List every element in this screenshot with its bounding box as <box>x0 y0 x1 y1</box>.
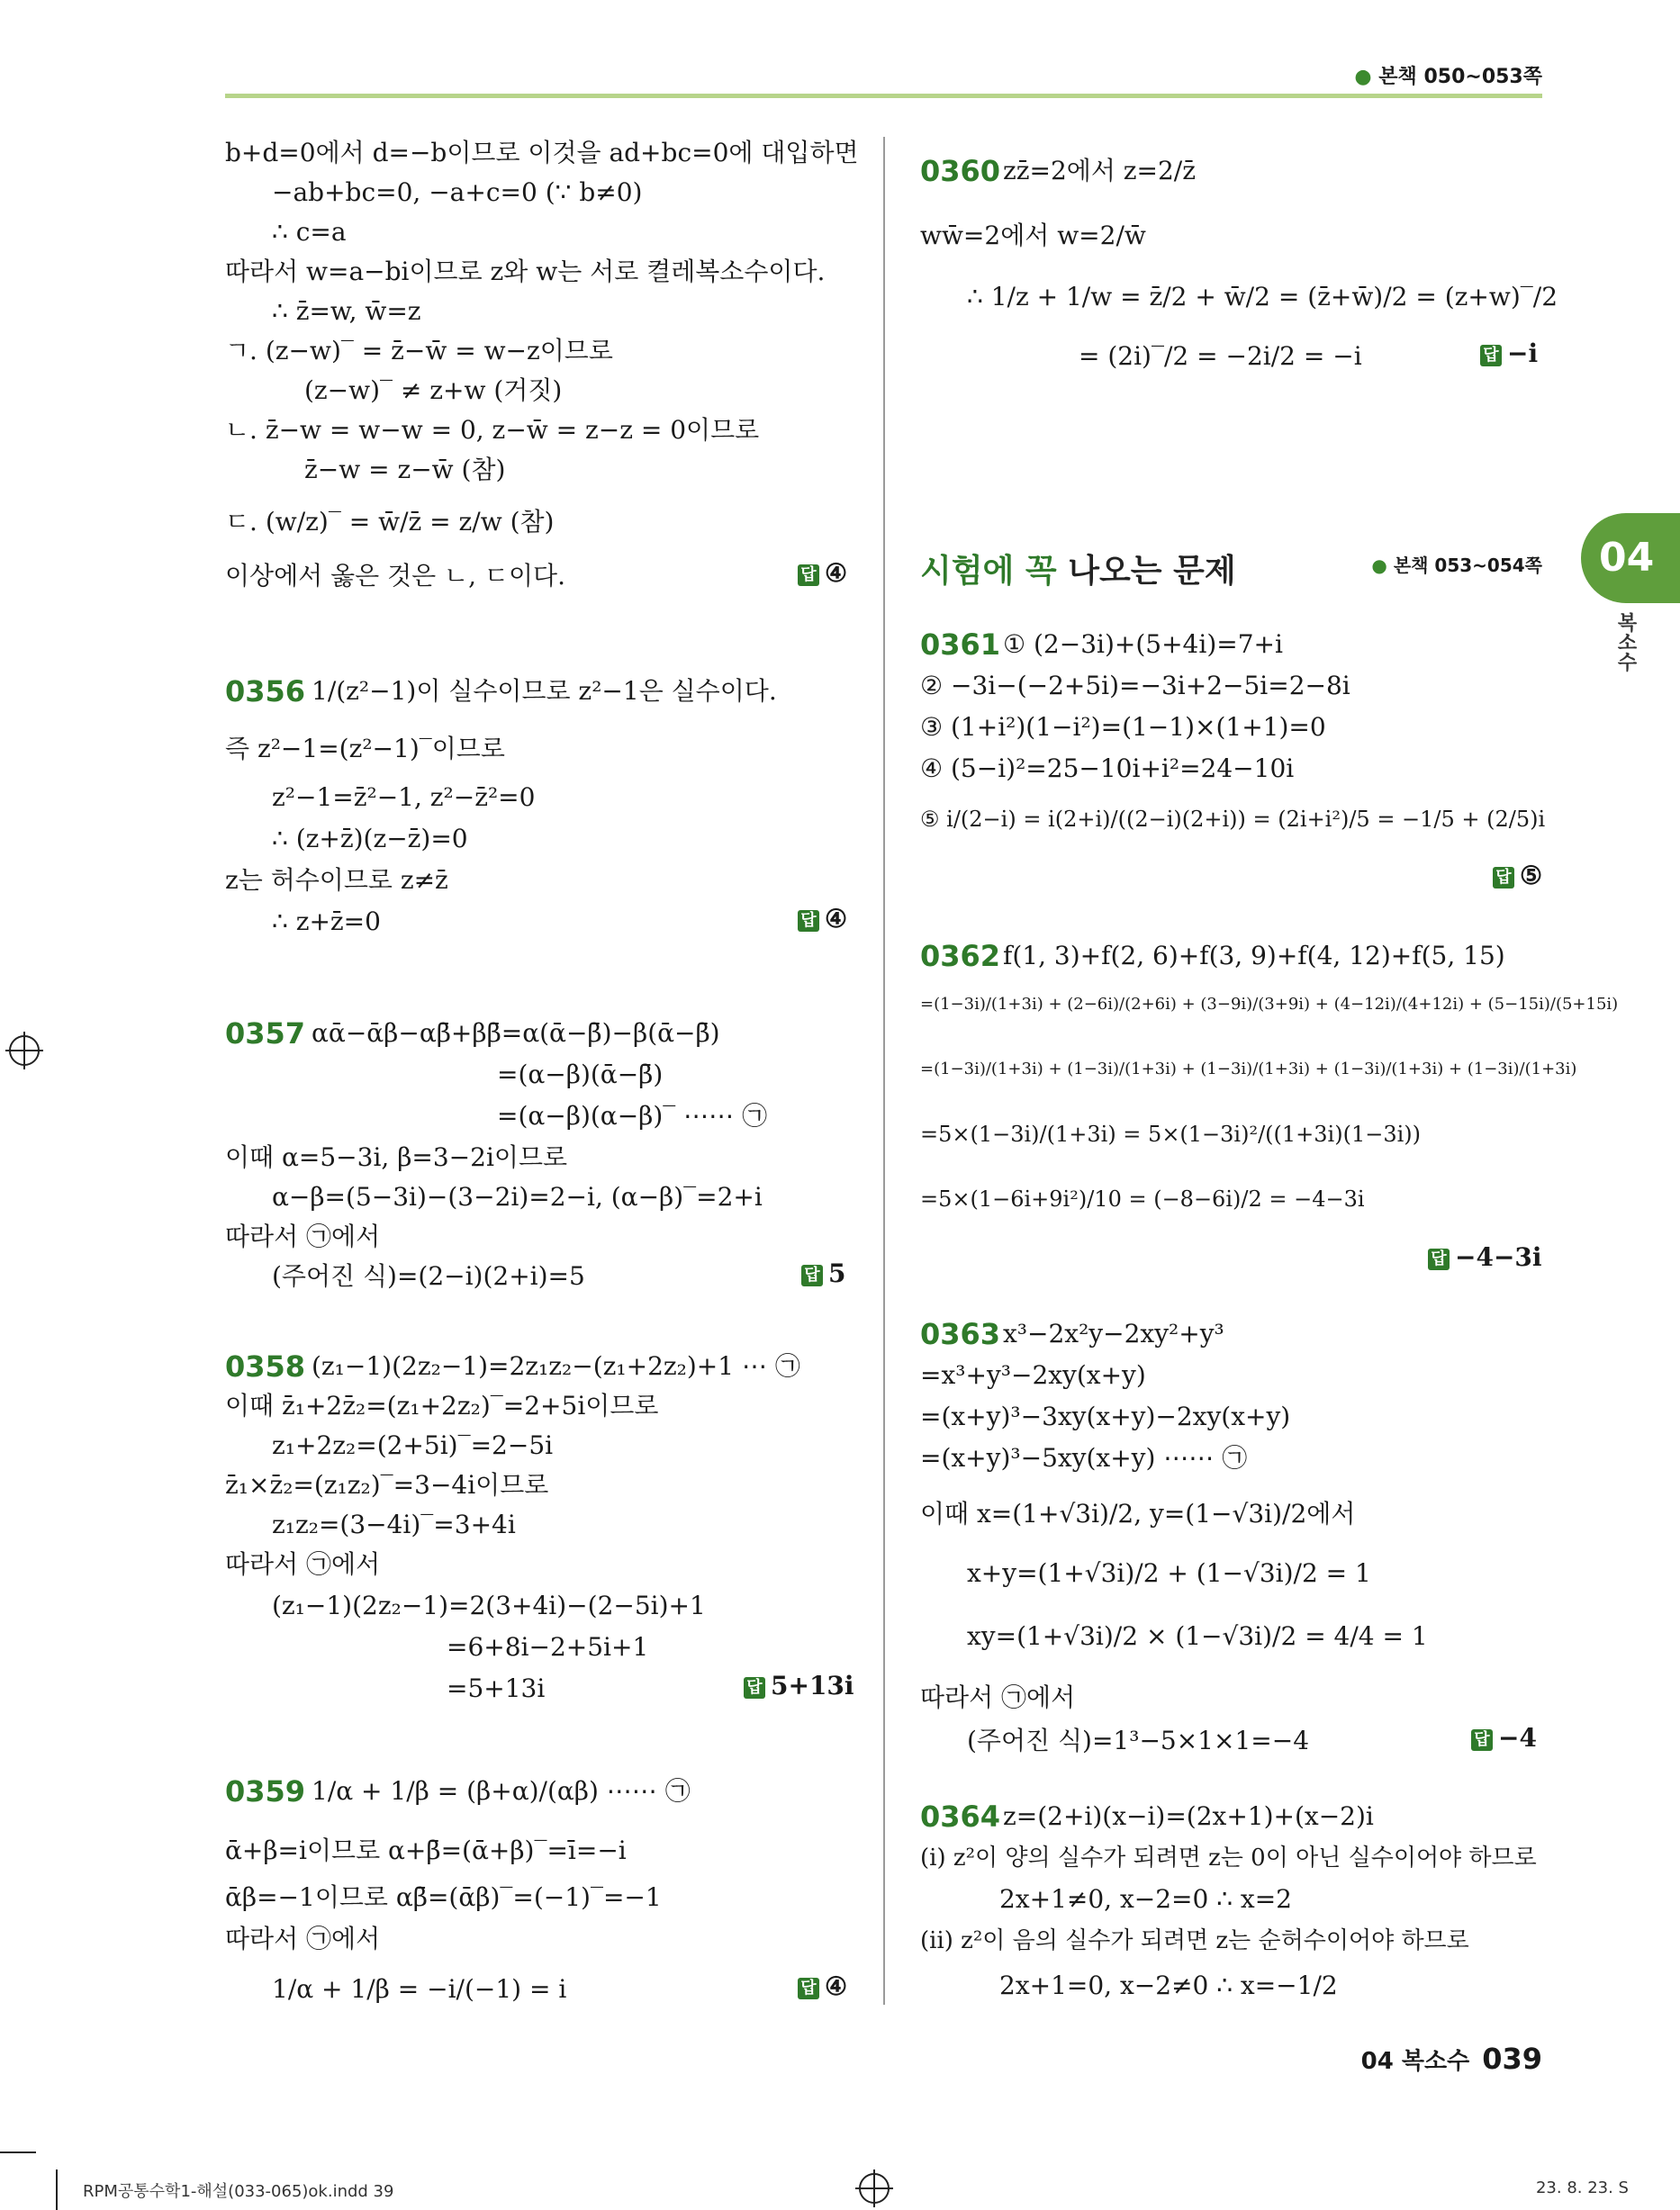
crop-mark <box>0 2151 36 2153</box>
answer-badge: 답 ④ <box>798 558 847 588</box>
section-title: 시험에 꼭 나오는 문제 <box>920 553 1236 590</box>
solution-line: ④ (5−i)²=25−10i+i²=24−10i <box>920 753 1295 783</box>
solution-line: =(α−β)(α−β)‾ ⋯⋯ ㉠ <box>497 1101 768 1131</box>
crop-mark <box>56 2169 58 2210</box>
answer-badge: 답 −4−3i <box>1428 1242 1542 1272</box>
solution-line: = (2i)‾/2 = −2i/2 = −i <box>1079 341 1362 371</box>
solution-line: ㄱ. (z−w)‾ = z̄−w̄ = w−z이므로 <box>225 336 613 365</box>
solution-line: z²−1=z̄²−1, z²−z̄²=0 <box>272 782 536 812</box>
answer-badge: 답 5+13i <box>744 1671 854 1700</box>
solution-line: z̄−w = z−w̄ (참) <box>304 455 506 484</box>
solution-line: ww̄=2에서 w=2/w̄ <box>920 221 1146 250</box>
answer-badge: 답 ④ <box>798 1971 847 2001</box>
problem-number: 0360 <box>920 154 1001 188</box>
problem-number: 0357 <box>225 1016 306 1051</box>
solution-line: 따라서 ㉠에서 <box>920 1682 1076 1712</box>
solution-line: =(x+y)³−5xy(x+y) ⋯⋯ ㉠ <box>920 1443 1248 1473</box>
registration-mark-icon <box>9 1035 40 1066</box>
solution-line: zz̄=2에서 z=2/z̄ <box>1003 156 1196 185</box>
solution-line: 1/α + 1/β = (β+α)/(αβ) ⋯⋯ ㉠ <box>312 1776 691 1806</box>
solution-line: 따라서 ㉠에서 <box>225 1924 381 1953</box>
problem-number: 0359 <box>225 1774 306 1809</box>
solution-line: =5+13i <box>447 1673 546 1703</box>
print-file-name: RPM공통수학1-해설(033-065)ok.indd 39 <box>83 2182 394 2201</box>
solution-line: (ⅰ) z²이 양의 실수가 되려면 z는 0이 아닌 실수이어야 하므로 <box>920 1845 1537 1872</box>
solution-line: (주어진 식)=1³−5×1×1=−4 <box>967 1726 1310 1755</box>
solution-line: ᾱ+β=i이므로 α+β̄=(ᾱ+β)‾=ī=−i <box>225 1836 627 1865</box>
problem-number: 0361 <box>920 627 1001 662</box>
solution-line: =(1−3i)/(1+3i) + (1−3i)/(1+3i) + (1−3i)/(1+3i) + (1−3i)/(1+3i) + (1−3i)/(1+3i) <box>920 1060 1577 1078</box>
solution-line: 이상에서 옳은 것은 ㄴ, ㄷ이다. <box>225 561 565 591</box>
answer-badge: 답 −4 <box>1471 1723 1537 1753</box>
solution-line: =(1−3i)/(1+3i) + (2−6i)/(2+6i) + (3−9i)/(3+9i) + (4−12i)/(4+12i) + (5−15i)/(5+15i) <box>920 995 1619 1014</box>
solution-line: α−β=(5−3i)−(3−2i)=2−i, (α−β)‾=2+i <box>272 1182 763 1212</box>
solution-line: z₁+2z₂=(2+5i)‾=2−5i <box>272 1430 554 1460</box>
registration-mark-icon <box>859 2173 890 2204</box>
print-date: 23. 8. 23. S <box>1535 2178 1629 2197</box>
solution-line: 이때 α=5−3i, β=3−2i이므로 <box>225 1142 568 1172</box>
answer-badge: 답 ④ <box>798 904 847 934</box>
solution-line: ᾱβ=−1이므로 αβ̄=(ᾱβ)‾=(−1)‾=−1 <box>225 1882 662 1912</box>
solution-line: (z₁−1)(2z₂−1)=2(3+4i)−(2−5i)+1 <box>272 1591 706 1620</box>
problem-number: 0358 <box>225 1349 306 1384</box>
solution-line: z는 허수이므로 z≠z̄ <box>225 865 448 895</box>
answer-badge: 답 5 <box>801 1258 845 1288</box>
answer-badge: 답 −i <box>1480 338 1538 368</box>
solution-line: z₁z₂=(3−4i)‾=3+4i <box>272 1510 516 1539</box>
solution-line: 따라서 w=a−bi이므로 z와 w는 서로 켤레복소수이다. <box>225 257 826 286</box>
chapter-tab: 04 <box>1581 513 1680 603</box>
chapter-tab-label: 복소수 <box>1614 612 1637 672</box>
solution-line: =(α−β)(ᾱ−β̄) <box>497 1060 664 1089</box>
solution-line: z̄₁×z̄₂=(z₁z₂)‾=3−4i이므로 <box>225 1470 549 1500</box>
solution-line: 2x+1≠0, x−2=0 ∴ x=2 <box>999 1884 1292 1914</box>
solution-line: =6+8i−2+5i+1 <box>447 1632 649 1662</box>
solution-line: =5×(1−3i)/(1+3i) = 5×(1−3i)²/((1+3i)(1−3i)) <box>920 1122 1422 1147</box>
problem-number: 0364 <box>920 1800 1001 1834</box>
solution-line: 즉 z²−1=(z²−1)‾이므로 <box>225 734 505 763</box>
section-page-reference: ● 본책 053~054쪽 <box>1371 555 1542 576</box>
solution-line: =(x+y)³−3xy(x+y)−2xy(x+y) <box>920 1402 1291 1431</box>
solution-line: b+d=0에서 d=−b이므로 이것을 ad+bc=0에 대입하면 <box>225 138 859 167</box>
solution-line: αᾱ−ᾱβ−αβ̄+ββ̄=α(ᾱ−β̄)−β(ᾱ−β̄) <box>312 1018 720 1048</box>
solution-line: ∴ z+z̄=0 <box>272 907 381 936</box>
solution-line: (z−w)‾ ≠ z+w (거짓) <box>304 375 563 405</box>
solution-line: (주어진 식)=(2−i)(2+i)=5 <box>272 1261 585 1291</box>
problem-number: 0356 <box>225 674 306 708</box>
solution-line: 따라서 ㉠에서 <box>225 1549 381 1579</box>
solution-line: ∴ c=a <box>272 217 347 247</box>
problem-number: 0362 <box>920 939 1001 973</box>
solution-line: ㄷ. (w/z)‾ = w̄/z̄ = z/w (참) <box>225 507 555 537</box>
solution-line: ㄴ. z̄−w = w−w = 0, z−w̄ = z−z = 0이므로 <box>225 415 760 445</box>
solution-line: z=(2+i)(x−i)=(2x+1)+(x−2)i <box>1003 1801 1374 1831</box>
solution-line: =x³+y³−2xy(x+y) <box>920 1360 1146 1390</box>
solution-line: 1/(z²−1)이 실수이므로 z²−1은 실수이다. <box>312 676 777 706</box>
solution-line: =5×(1−6i+9i²)/10 = (−8−6i)/2 = −4−3i <box>920 1186 1365 1212</box>
page-footer: 04 복소수 039 <box>1360 2042 1542 2076</box>
problem-number: 0363 <box>920 1317 1001 1351</box>
answer-badge: 답 ⑤ <box>1493 861 1542 890</box>
solution-line: 1/α + 1/β = −i/(−1) = i <box>272 1974 567 2004</box>
column-divider <box>883 137 885 2005</box>
solution-line: ③ (1+i²)(1−i²)=(1−1)×(1+1)=0 <box>920 712 1326 742</box>
solution-line: ∴ (z+z̄)(z−z̄)=0 <box>272 824 468 853</box>
solution-line: 2x+1=0, x−2≠0 ∴ x=−1/2 <box>999 1971 1338 2000</box>
solution-line: 이때 x=(1+√3i)/2, y=(1−√3i)/2에서 <box>920 1499 1356 1529</box>
solution-line: xy=(1+√3i)/2 × (1−√3i)/2 = 4/4 = 1 <box>967 1621 1428 1651</box>
solution-line: f(1, 3)+f(2, 6)+f(3, 9)+f(4, 12)+f(5, 15) <box>1003 941 1505 970</box>
solution-line: ∴ z̄=w, w̄=z <box>272 296 421 326</box>
solution-line: x+y=(1+√3i)/2 + (1−√3i)/2 = 1 <box>967 1558 1371 1588</box>
solution-line: ② −3i−(−2+5i)=−3i+2−5i=2−8i <box>920 671 1350 700</box>
solution-line: (z₁−1)(2z₂−1)=2z₁z₂−(z₁+2z₂)+1 ⋯ ㉠ <box>312 1351 800 1381</box>
header-page-reference: ● 본책 050~053쪽 <box>1354 66 1542 88</box>
solution-line: x³−2x²y−2xy²+y³ <box>1003 1319 1224 1349</box>
solution-line: ⑤ i/(2−i) = i(2+i)/((2−i)(2+i)) = (2i+i²)/5 = −1/5 + (2/5)i <box>920 807 1546 832</box>
solution-line: −ab+bc=0, −a+c=0 (∵ b≠0) <box>272 177 643 207</box>
header-rule <box>225 94 1542 98</box>
solution-line: 따라서 ㉠에서 <box>225 1222 381 1251</box>
solution-line: ① (2−3i)+(5+4i)=7+i <box>1003 629 1283 659</box>
solution-line: 이때 z̄₁+2z̄₂=(z₁+2z₂)‾=2+5i이므로 <box>225 1391 659 1421</box>
solution-line: (ⅱ) z²이 음의 실수가 되려면 z는 순허수이어야 하므로 <box>920 1927 1469 1954</box>
solution-line: ∴ 1/z + 1/w = z̄/2 + w̄/2 = (z̄+w̄)/2 = (z+w)‾/2 <box>967 282 1558 311</box>
